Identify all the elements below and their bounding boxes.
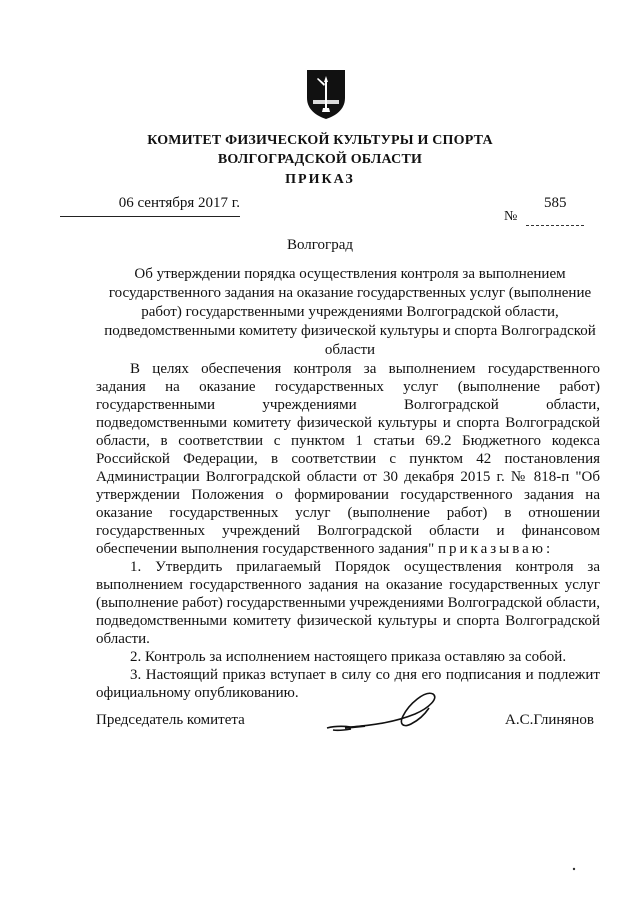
- order-item-2: 2. Контроль за исполнением настоящего приказа оставляю за собой.: [130, 649, 567, 665]
- signatory-name: А.С.Глинянов: [505, 712, 594, 728]
- city: Волгоград: [286, 237, 353, 253]
- document-subject: Об утверждении порядка осуществления контроля за выполнением государственного задания на оказание государственных услуг (выполнение работ) государственными учреждениями Волгоградской области, подведомственными комитету физической культуры и спорта Волгоградской области: [104, 266, 596, 358]
- signature-image: [325, 690, 445, 740]
- number-sign: №: [504, 209, 518, 224]
- order-item-3: 3. Настоящий приказ вступает в силу со дня его подписания и подлежит официальному опубликованию.: [96, 667, 600, 701]
- order-item-1: 1. Утвердить прилагаемый Порядок осуществления контроля за выполнением государственного задания на оказание государственных услуг (выполнение работ) государственными учреждениями Волгоградской области, подведомственными комитету физической культуры и спорта Волгоградской области.: [96, 559, 600, 647]
- date-value: 06 сентября 2017 г.: [118, 195, 240, 211]
- order-word: приказываю:: [437, 541, 554, 557]
- org-name-line2: ВОЛГОГРАДСКОЙ ОБЛАСТИ: [217, 152, 423, 167]
- org-name-line1: КОМИТЕТ ФИЗИЧЕСКОЙ КУЛЬТУРЫ И СПОРТА: [147, 133, 493, 148]
- document-type: ПРИКАЗ: [285, 172, 355, 187]
- number-underline: [526, 225, 584, 226]
- number-value: 585: [544, 195, 567, 211]
- preamble-text: В целях обеспечения контроля за выполнением государственного задания на оказание государственных услуг (выполнение работ) государственными учреждениями Волгоградской области, подведомственными комитету физической культуры и спорта Волгоградской области, в соответствии с пунктом 1 статьи 69.2 Бюджетного кодекса Российской Федерации, в соответствии с пунктом 42 постановления Администрации Волгоградской области от 30 декабря 2015 г. № 818-п "Об утверждении Положения о формировании государственного задания на оказание государственных услуг (выполнение работ) в отношении государственных учреждений Волгоградской области и финансовом обеспечении выполнения государственного задания": [96, 361, 600, 557]
- date-underline: [60, 216, 240, 217]
- scan-dot-mark: [571, 866, 577, 872]
- signatory-title: Председатель комитета: [96, 712, 245, 728]
- document-date: [60, 195, 240, 217]
- preamble: [96, 360, 600, 558]
- coat-of-arms-icon: [305, 68, 347, 120]
- document-body: [96, 360, 600, 702]
